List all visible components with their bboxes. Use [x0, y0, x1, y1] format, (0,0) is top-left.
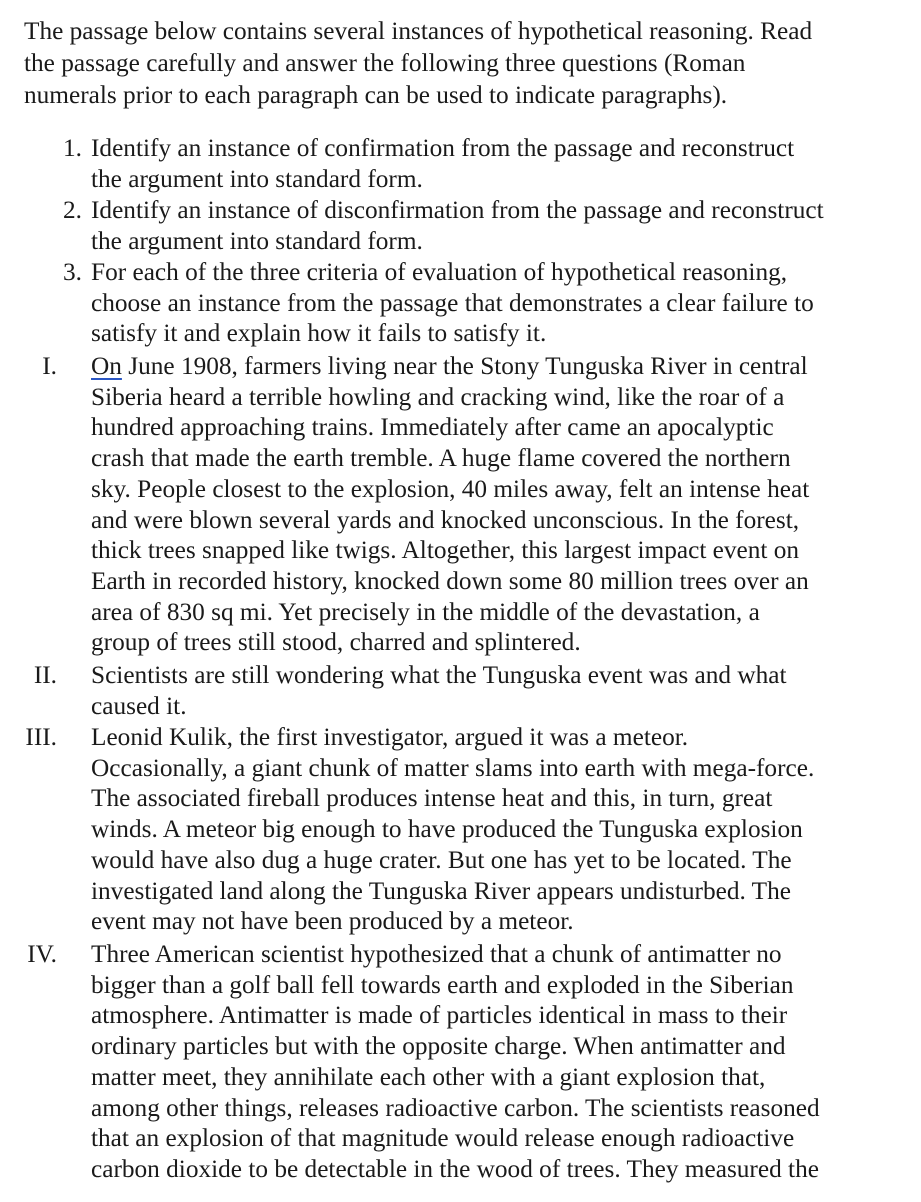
question-text — [91, 195, 824, 256]
paragraph-line: event may not have been produced by a meteor. — [91, 907, 574, 936]
intro-line: the passage carefully and answer the following three questions (Roman — [24, 49, 746, 77]
question-number: 3. — [63, 258, 82, 286]
paragraph-line: caused it. — [91, 691, 187, 720]
paragraph-line: sky. People closest to the explosion, 40 miles away, felt an intense heat — [91, 474, 810, 503]
paragraph-numeral: IV. — [27, 940, 57, 968]
paragraph-line: group of trees still stood, charred and splintered. — [91, 628, 581, 657]
paragraph-text — [91, 351, 809, 658]
question-number: 2. — [63, 196, 82, 224]
paragraph-line: area of 830 sq mi. Yet precisely in the middle of the devastation, a — [91, 597, 760, 626]
paragraph-line: ordinary particles but with the opposite charge. When antimatter and — [91, 1032, 786, 1061]
question-line: satisfy it and explain how it fails to satisfy it. — [91, 319, 547, 348]
paragraph-text — [91, 660, 787, 721]
paragraph-line: Leonid Kulik, the first investigator, argued it was a meteor. — [91, 723, 689, 751]
paragraph-line: atmosphere. Antimatter is made of particles identical in mass to their — [91, 1001, 788, 1030]
paragraph-line: hundred approaching trains. Immediately after came an apocalyptic — [91, 413, 774, 442]
paragraph-line: and were blown several yards and knocked unconscious. In the forest, — [91, 505, 800, 534]
intro-paragraph — [24, 15, 904, 111]
question-text — [91, 257, 814, 349]
paragraph-line: Three American scientist hypothesized that a chunk of antimatter no — [91, 940, 782, 968]
paragraph-numeral: II. — [33, 661, 57, 689]
question-line: choose an instance from the passage that demonstrates a clear failure to — [91, 288, 814, 317]
intro-line: numerals prior to each paragraph can be used to indicate paragraphs). — [24, 81, 728, 109]
paragraph-text — [91, 722, 814, 937]
paragraph-line: Scientists are still wondering what the Tunguska event was and what — [91, 661, 787, 689]
paragraph-line: Earth in recorded history, knocked down some 80 million trees over an — [91, 566, 809, 595]
question-line: Identify an instance of disconfirmation from the passage and reconstruct — [91, 196, 824, 224]
paragraph-line: Occasionally, a giant chunk of matter slams into earth with mega-force. — [91, 753, 815, 782]
paragraph-numeral: I. — [42, 352, 57, 380]
question-text — [91, 133, 794, 194]
paragraph-line: bigger than a golf ball fell towards earth and exploded in the Siberian — [91, 970, 794, 999]
paragraph-line — [91, 351, 809, 382]
paragraph-line: would have also dug a huge crater. But one has yet to be located. The — [91, 845, 792, 874]
question-line: Identify an instance of confirmation from the passage and reconstruct — [91, 134, 795, 162]
paragraph-line: Siberia heard a terrible howling and cracking wind, like the roar of a — [91, 382, 785, 411]
question-line: For each of the three criteria of evaluation of hypothetical reasoning, — [91, 258, 788, 286]
question-number: 1. — [63, 134, 82, 162]
paragraph-text — [91, 939, 820, 1185]
paragraph-line: that an explosion of that magnitude would release enough radioactive — [91, 1124, 795, 1153]
question-line: the argument into standard form. — [91, 164, 423, 193]
paragraph-line: crash that made the earth tremble. A huge flame covered the northern — [91, 444, 791, 473]
paragraph-line: The associated fireball produces intense heat and this, in turn, great — [91, 784, 773, 813]
paragraph-line: matter meet, they annihilate each other with a giant explosion that, — [91, 1062, 766, 1091]
intro-line: The passage below contains several instances of hypothetical reasoning. Read — [24, 17, 813, 45]
paragraph-line-rest: June 1908, farmers living near the Stony Tunguska River in central — [121, 352, 808, 380]
grammar-flagged-word: On — [91, 352, 122, 380]
paragraph-line: winds. A meteor big enough to have produced the Tunguska explosion — [91, 815, 803, 844]
paragraph-line: among other things, releases radioactive carbon. The scientists reasoned — [91, 1093, 820, 1122]
paragraph-line: thick trees snapped like twigs. Altogether, this largest impact event on — [91, 536, 800, 565]
question-line: the argument into standard form. — [91, 226, 423, 255]
paragraph-numeral: III. — [25, 723, 57, 751]
paragraph-line: investigated land along the Tunguska River appears undisturbed. The — [91, 876, 791, 905]
paragraph-line: carbon dioxide to be detectable in the wood of trees. They measured the — [91, 1154, 819, 1183]
